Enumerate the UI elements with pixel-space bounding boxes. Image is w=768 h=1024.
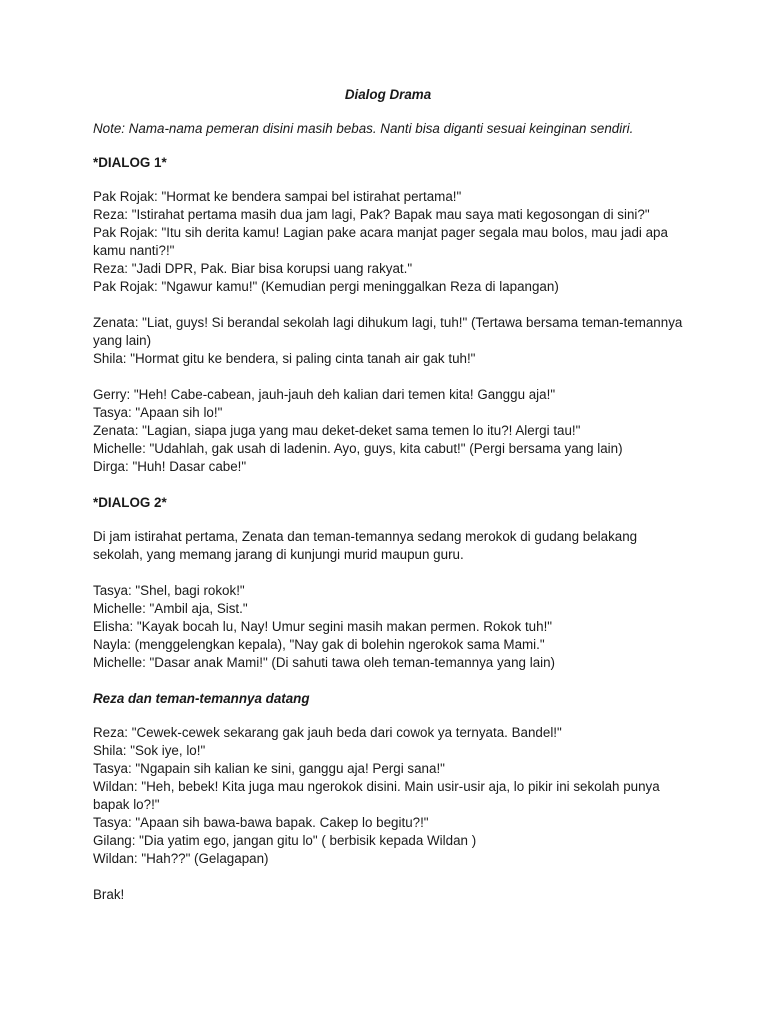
dialog-2-heading: *DIALOG 2* — [93, 495, 167, 510]
dialog-line: Gilang: "Dia yatim ego, jangan gitu lo" ( berbisik kepada Wildan ) — [93, 833, 477, 848]
dialog-line: Shila: "Sok iye, lo!" — [93, 743, 206, 758]
dialog-line: Tasya: "Apaan sih lo!" — [93, 405, 223, 420]
dialog-line: Reza: "Cewek-cewek sekarang gak jauh beda dari cowok ya ternyata. Bandel!" — [93, 725, 562, 740]
dialog-2-block-1 — [93, 582, 683, 672]
dialog-line: Michelle: "Udahlah, gak usah di ladenin. Ayo, guys, kita cabut!" (Pergi bersama yang lain) — [93, 441, 623, 456]
document-page — [93, 86, 683, 904]
dialog-line: Reza: "Jadi DPR, Pak. Biar bisa korupsi uang rakyat." — [93, 261, 413, 276]
dialog-line: Tasya: "Apaan sih bawa-bawa bapak. Cakep lo begitu?!" — [93, 815, 429, 830]
dialog-line: Wildan: "Hah??" (Gelagapan) — [93, 851, 269, 866]
document-title: Dialog Drama — [344, 87, 432, 102]
document-note: Note: Nama-nama pemeran disini masih bebas. Nanti bisa diganti sesuai keinginan sendiri. — [93, 121, 634, 136]
dialog-1-block-2 — [93, 314, 683, 368]
dialog-line: Elisha: "Kayak bocah lu, Nay! Umur segini masih makan permen. Rokok tuh!" — [93, 619, 553, 634]
dialog-2-closing: Brak! — [93, 887, 125, 902]
dialog-line: Pak Rojak: "Itu sih derita kamu! Lagian pake acara manjat pager segala mau bolos, mau jadi apa kamu nanti?!" — [93, 225, 668, 258]
dialog-line: Pak Rojak: "Ngawur kamu!" (Kemudian pergi meninggalkan Reza di lapangan) — [93, 279, 559, 294]
dialog-line: Tasya: "Shel, bagi rokok!" — [93, 583, 245, 598]
dialog-1-block-3 — [93, 386, 683, 476]
dialog-line: Gerry: "Heh! Cabe-cabean, jauh-jauh deh kalian dari temen kita! Ganggu aja!" — [93, 387, 556, 402]
dialog-line: Michelle: "Dasar anak Mami!" (Di sahuti tawa oleh teman-temannya yang lain) — [93, 655, 556, 670]
dialog-line: Zenata: "Liat, guys! Si berandal sekolah lagi dihukum lagi, tuh!" (Tertawa bersama teman-temannya yang lain) — [93, 315, 683, 348]
dialog-line: Shila: "Hormat gitu ke bendera, si paling cinta tanah air gak tuh!" — [93, 351, 476, 366]
dialog-2-narration: Di jam istirahat pertama, Zenata dan teman-temannya sedang merokok di gudang belakang sekolah, yang memang jarang di kunjungi murid maupun guru. — [93, 529, 638, 562]
dialog-line: Wildan: "Heh, bebek! Kita juga mau ngerokok disini. Main usir-usir aja, lo pikir ini sekolah punya bapak lo?!" — [93, 779, 660, 812]
dialog-1-heading: *DIALOG 1* — [93, 155, 167, 170]
dialog-2-block-2 — [93, 724, 683, 868]
dialog-line: Tasya: "Ngapain sih kalian ke sini, ganggu aja! Pergi sana!" — [93, 761, 445, 776]
dialog-line: Michelle: "Ambil aja, Sist." — [93, 601, 248, 616]
dialog-line: Nayla: (menggelengkan kepala), "Nay gak di bolehin ngerokok sama Mami." — [93, 637, 545, 652]
dialog-line: Reza: "Istirahat pertama masih dua jam lagi, Pak? Bapak mau saya mati kegosongan di sini?" — [93, 207, 650, 222]
dialog-2-subheading: Reza dan teman-temannya datang — [93, 691, 310, 706]
dialog-line: Pak Rojak: "Hormat ke bendera sampai bel istirahat pertama!" — [93, 189, 462, 204]
dialog-line: Zenata: "Lagian, siapa juga yang mau deket-deket sama temen lo itu?! Alergi tau!" — [93, 423, 581, 438]
dialog-1-block-1 — [93, 188, 683, 296]
dialog-line: Dirga: "Huh! Dasar cabe!" — [93, 459, 247, 474]
